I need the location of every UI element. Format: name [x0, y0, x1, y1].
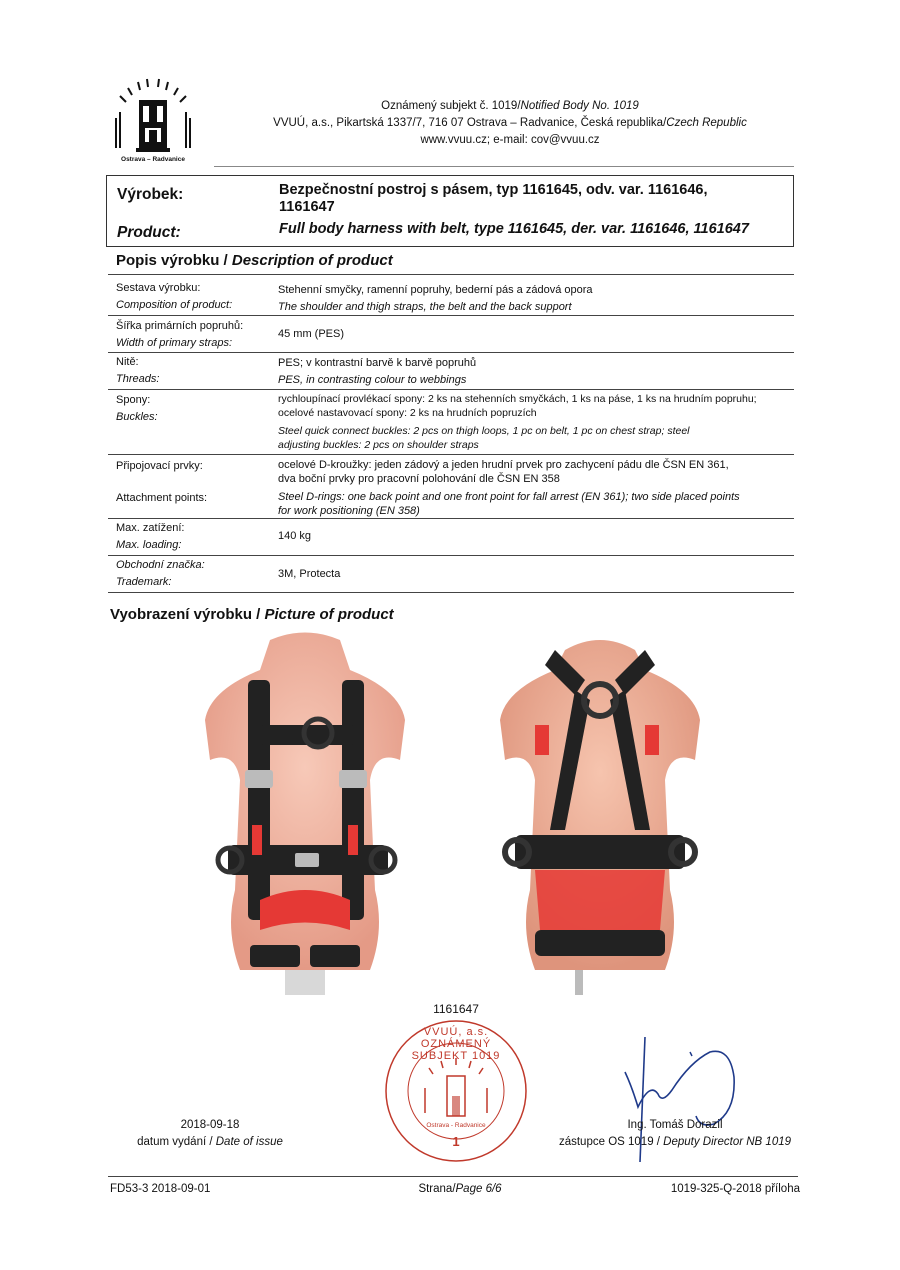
footer-form-code: FD53-3 2018-09-01 [110, 1183, 211, 1195]
product-name-en: Full body harness with belt, type 1161645, der. var. 1161646, 1161647 [279, 221, 749, 237]
signature-icon [610, 1032, 750, 1172]
stamp-number: 1161647 [433, 1002, 479, 1016]
row-trademark: Obchodní značka: Trademark: 3M, Protecta [108, 556, 794, 593]
stamp-ring-text: VVUÚ, a.s. OZNÁMENÝ SUBJEKT 1019 [411, 1026, 501, 1062]
row-strap-width: Šířka primárních popruhů: Width of primary straps: 45 mm (PES) [108, 316, 794, 353]
address-line: VVUÚ, a.s., Pikartská 1337/7, 716 07 Ostrava – Radvanice, Česká republika/Czech Republic [273, 117, 747, 129]
contact-line: www.vvuu.cz; e-mail: cov@vvuu.cz [420, 134, 600, 146]
signatory-role: zástupce OS 1019 / Deputy Director NB 1019 [558, 1136, 792, 1148]
stamp-digit: 1 [452, 1134, 460, 1149]
issue-date-block [120, 1117, 300, 1151]
stamp-caption: Ostrava - Radvanice [426, 1122, 486, 1129]
notified-body-line: Oznámený subjekt č. 1019/Notified Body No. 1019 [381, 100, 639, 112]
product-name-cz-line2: 1161647 [279, 199, 335, 215]
description-top-rule [108, 274, 794, 275]
harness-back-photo [495, 630, 705, 1000]
handwritten-signature [610, 1032, 750, 1172]
signatory-name: Ing. Tomáš Dorazil [627, 1119, 723, 1131]
product-label-cz: Výrobek: [117, 186, 184, 203]
row-threads: Nitě: Threads: PES; v kontrastní barvě k barvě popruhů PES, in contrasting colour to webbings [108, 353, 794, 390]
notified-body-stamp [383, 1018, 529, 1164]
row-composition: Sestava výrobku: Composition of product: Stehenní smyčky, ramenní popruhy, bederní pás a zádová opora The shoulder and thigh straps, the belt and the back support [108, 278, 794, 316]
signatory-block [540, 1117, 810, 1151]
product-label-en: Product: [117, 224, 181, 241]
logo-caption: Ostrava – Radvanice [121, 156, 185, 163]
tower-logo-icon [112, 78, 194, 156]
harness-back-icon [495, 630, 705, 1000]
issue-date-label: datum vydání / Date of issue [137, 1136, 283, 1148]
harness-front-photo [200, 630, 410, 1000]
product-box [106, 175, 794, 247]
product-name-cz-line1: Bezpečnostní postroj s pásem, typ 1161645, odv. var. 1161646, [279, 182, 708, 198]
footer-document-id: 1019-325-Q-2018 příloha [670, 1183, 800, 1195]
vvuu-logo [112, 78, 194, 170]
issuer-header [240, 98, 780, 149]
picture-title: Vyobrazení výrobku / Picture of product [110, 606, 394, 623]
row-attachment-points: Připojovací prvky: Attachment points: ocelové D-kroužky: jeden zádový a jeden hrudní prvek pro zachycení pádu dle ČSN EN 361, dva boční prvky pro pracovní polohování dle ČSN EN 358 Steel D-rings: one back point and one front point for fall arrest (EN 361); two side placed points for work positioning (EN 358) [108, 455, 794, 519]
footer-page-number: Strana/Page 6/6 [418, 1183, 502, 1195]
row-max-loading: Max. zatížení: Max. loading: 140 kg [108, 519, 794, 556]
header-divider [214, 166, 794, 167]
row-buckles: Spony: Buckles: rychloupínací provlékací spony: 2 ks na stehenních smyčkách, 1 ks na pásе, 1 ks na hrudním popruhu; ocelové nastavovací spony: 2 ks na hrudních popruzích Steel quick connect buckles: 2 pcs on thigh loops, 1 pc on belt, 1 pc on chest strap; steel adjusting buckles: 2 pcs on shoulder straps [108, 390, 794, 455]
description-title: Popis výrobku / Description of product [116, 252, 393, 269]
issue-date-value: 2018-09-18 [180, 1119, 240, 1131]
footer-divider [108, 1176, 798, 1177]
harness-front-icon [200, 630, 410, 1000]
